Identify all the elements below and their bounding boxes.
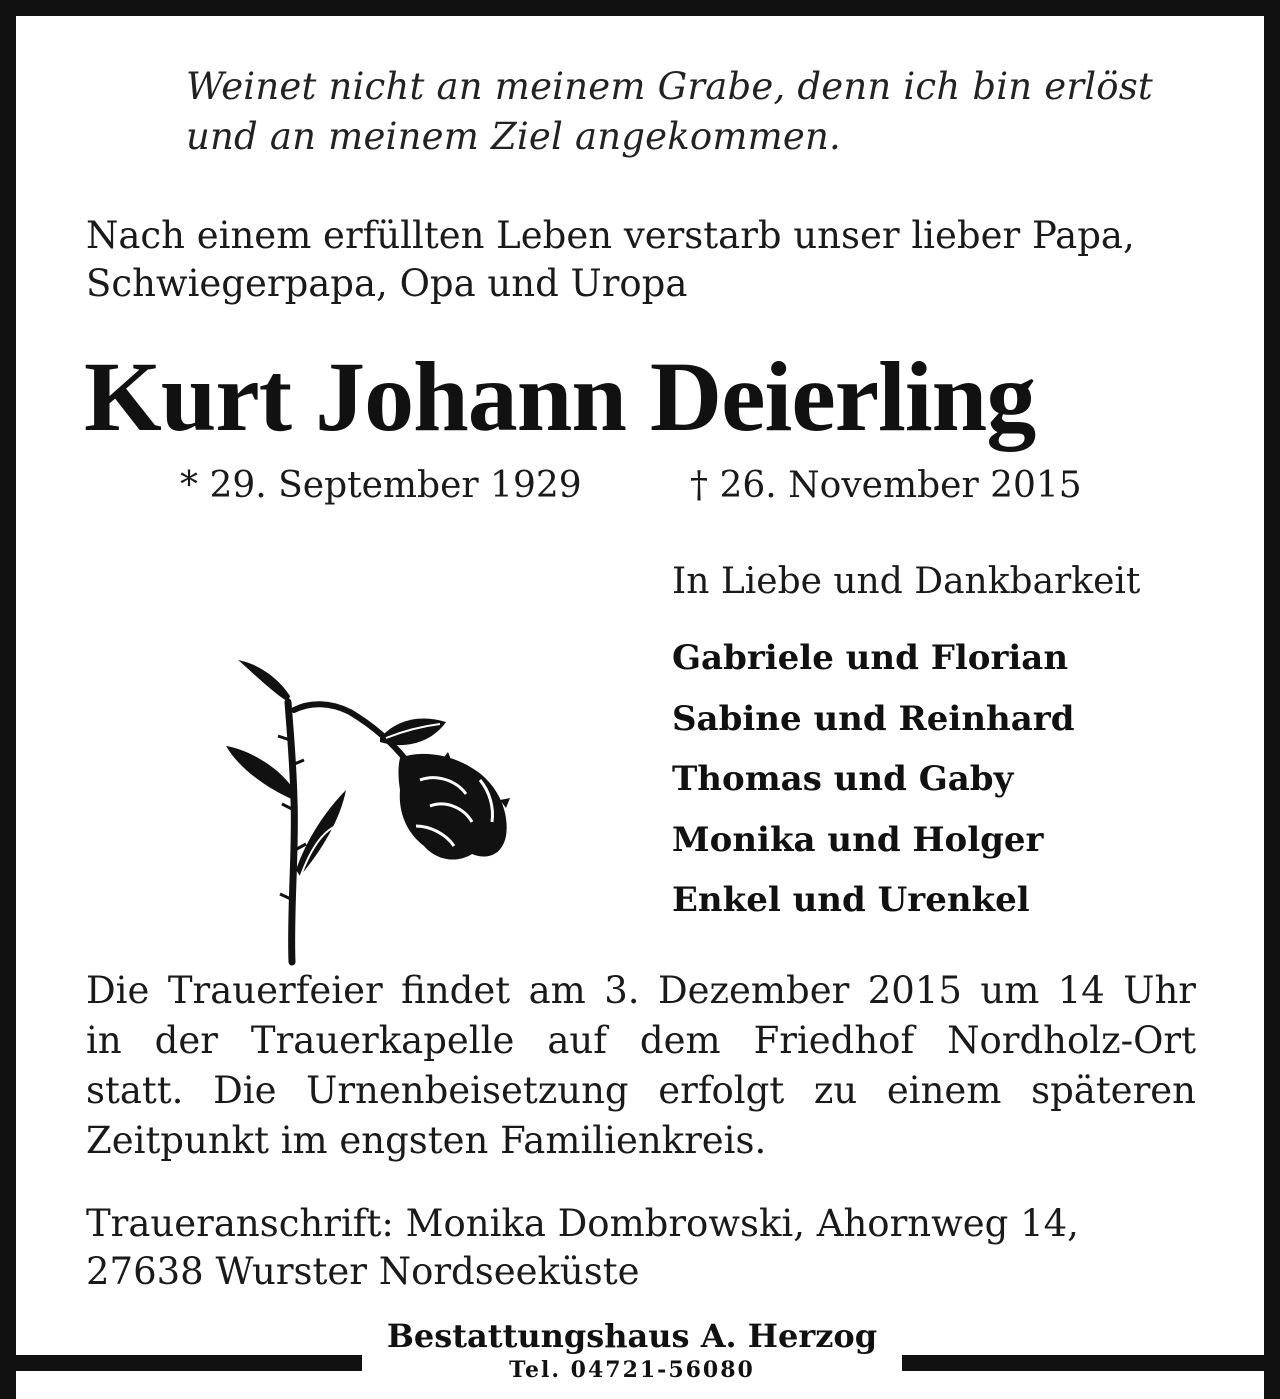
intro-text [86,212,1196,308]
deceased-name: Kurt Johann Deierling [84,341,1036,452]
family-member: Thomas und Gaby [672,759,1014,799]
service-line-2: in der Trauerkapelle auf dem Friedhof Nordholz-Ort [86,1019,1196,1062]
undertaker-name: Bestattungshaus A. Herzog [386,1317,878,1355]
bottom-rule-left [16,1355,362,1371]
family-member: Gabriele und Florian [672,638,1069,678]
service-line-4: Zeitpunkt im engsten Familienkreis. [86,1119,767,1162]
undertaker-block [362,1316,902,1384]
mourning-address [86,1200,1196,1296]
family-list [672,628,1232,931]
bottom-rule-right [902,1355,1264,1371]
death-date: † 26. November 2015 [690,465,1082,506]
intro-line-1: Nach einem erfüllten Leben verstarb unser lieber Papa, [86,214,1135,257]
family-member: Enkel und Urenkel [672,880,1030,920]
service-line-1: Die Trauerfeier findet am 3. Dezember 2015 um 14 Uhr [86,969,1196,1012]
service-line-3: statt. Die Urnenbeisetzung erfolgt zu einem späteren [86,1069,1196,1112]
birth-date: * 29. September 1929 [180,465,582,506]
motto-line-1: Weinet nicht an meinem Grabe, denn ich bin erlöst [186,65,1153,108]
wilted-rose-icon [210,650,540,970]
address-line-1: Traueranschrift: Monika Dombrowski, Ahornweg 14, [86,1202,1079,1245]
undertaker-phone: Tel. 04721-56080 [509,1357,755,1383]
family-member: Sabine und Reinhard [672,698,1075,739]
funeral-service-text [86,966,1196,1166]
family-member: Monika und Holger [672,819,1044,860]
thanks-line: In Liebe und Dankbarkeit [672,561,1141,602]
motto-line-2: und an meinem Ziel angekommen. [186,115,841,158]
address-line-2: 27638 Wurster Nordseeküste [86,1250,640,1293]
motto-quote [186,62,1196,162]
intro-line-2: Schwiegerpapa, Opa und Uropa [86,262,688,305]
